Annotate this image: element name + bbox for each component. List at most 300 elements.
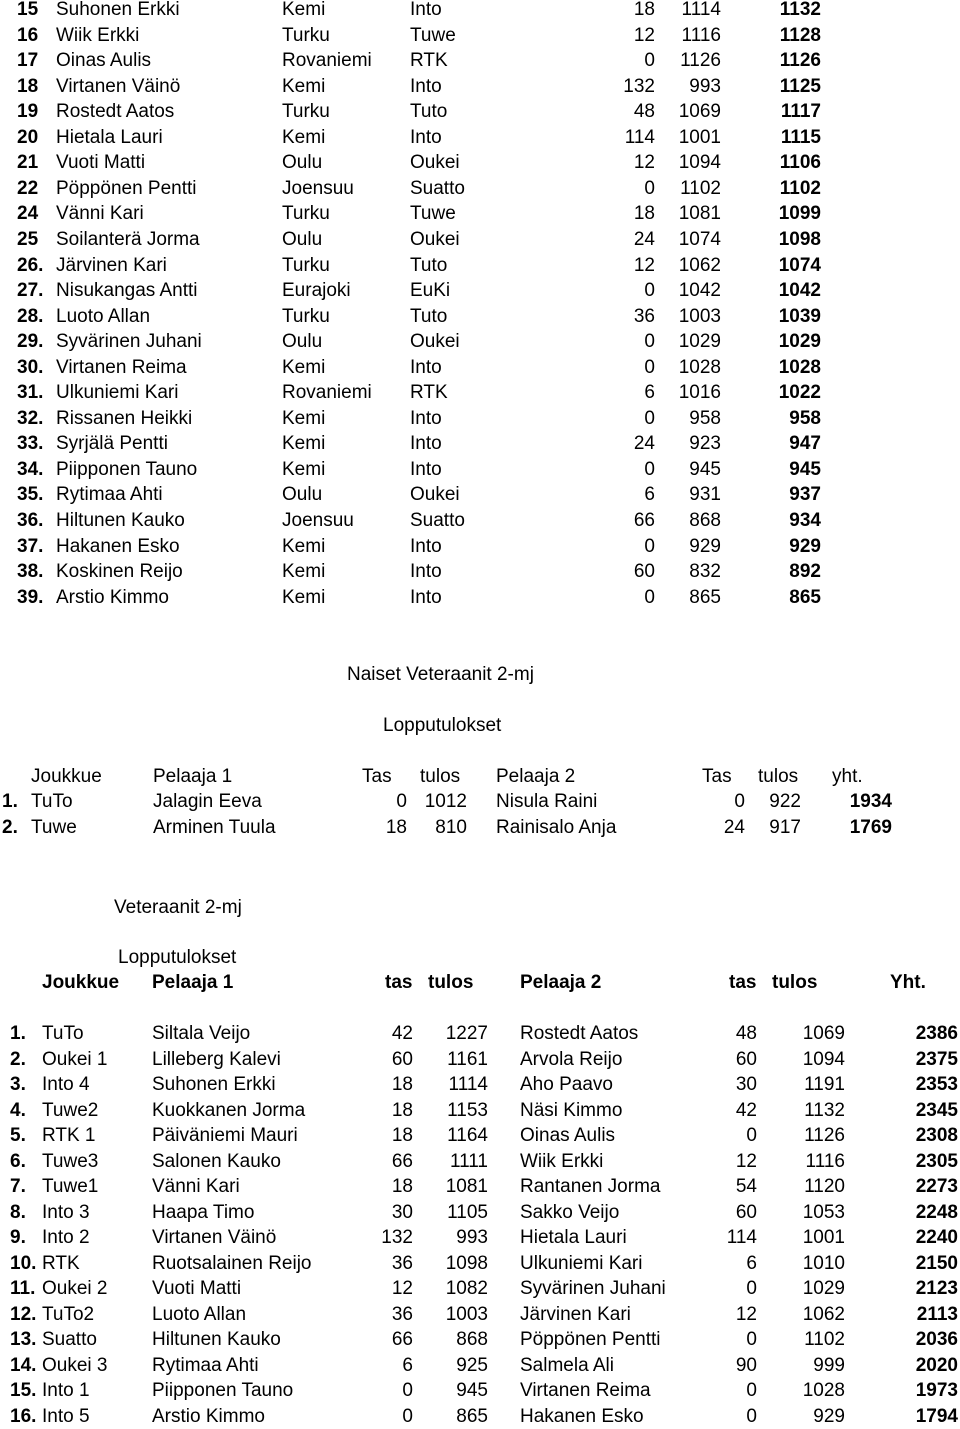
tas-cell: 36 (633, 305, 655, 327)
player2-cell: Oinas Aulis (520, 1125, 616, 1146)
tas-cell: 132 (623, 75, 655, 97)
team-row (0, 1353, 960, 1378)
tulos-cell: 1062 (678, 254, 721, 276)
total-cell: 892 (789, 561, 821, 583)
rank-cell: 10. (10, 1252, 37, 1274)
player-name-cell: Nisukangas Antti (56, 280, 198, 302)
header-tulos1: tulos (420, 766, 461, 787)
rank-cell: 18 (17, 75, 39, 97)
result-row (0, 150, 960, 175)
rank-cell: 19 (17, 101, 39, 123)
tulos-cell: 929 (689, 535, 721, 557)
team-cell: RTK (42, 1252, 80, 1274)
tas-cell: 24 (633, 228, 655, 250)
tas1-cell: 18 (391, 1176, 413, 1197)
result-row (0, 278, 960, 303)
total-cell: 1769 (849, 817, 892, 838)
city-cell: Kemi (282, 561, 326, 583)
result-row (0, 253, 960, 278)
tulos-cell: 1028 (678, 356, 721, 378)
player-name-cell: Virtanen Väinö (56, 75, 181, 97)
tulos1-cell: 1003 (445, 1303, 488, 1325)
tulos2-cell: 929 (813, 1405, 845, 1427)
result-row (0, 125, 960, 150)
total-cell: 1115 (780, 126, 821, 148)
total-cell: 2240 (915, 1227, 958, 1248)
player-name-cell: Syrjälä Pentti (56, 433, 168, 455)
player1-cell: Salonen Kauko (152, 1150, 281, 1172)
rank-cell: 21 (17, 152, 39, 174)
total-cell: 2375 (915, 1048, 958, 1070)
player2-cell: Syvärinen Juhani (520, 1278, 666, 1299)
tulos-cell: 1001 (678, 126, 721, 148)
total-cell: 865 (789, 586, 821, 608)
tulos1-cell: 1081 (445, 1176, 488, 1197)
rank-cell: 16 (17, 24, 39, 46)
result-row (0, 585, 960, 610)
club-cell: Oukei (410, 331, 460, 353)
total-cell: 2248 (915, 1201, 958, 1223)
rank-cell: 27. (17, 280, 44, 302)
rank-cell: 38. (17, 561, 44, 583)
player1-cell: Luoto Allan (152, 1303, 247, 1325)
club-cell: Tuwe (410, 24, 456, 46)
tulos2-cell: 999 (813, 1354, 845, 1376)
team-row (0, 1276, 960, 1301)
women-header-row (0, 764, 960, 789)
result-row (0, 48, 960, 73)
total-cell: 2273 (915, 1176, 958, 1197)
tulos1-cell: 1114 (448, 1074, 488, 1095)
rank-cell: 14. (10, 1354, 37, 1376)
tas2-cell: 60 (735, 1201, 757, 1223)
team-cell: Oukei 3 (42, 1354, 108, 1376)
player-name-cell: Hietala Lauri (56, 126, 163, 148)
tulos2-cell: 1069 (802, 1023, 845, 1044)
club-cell: RTK (410, 50, 448, 72)
total-cell: 2386 (915, 1023, 958, 1044)
tulos2-cell: 1028 (802, 1380, 845, 1401)
result-row (0, 534, 960, 559)
tas2-cell: 0 (746, 1380, 757, 1401)
total-cell: 2353 (915, 1074, 958, 1095)
tas1-cell: 36 (391, 1303, 413, 1325)
total-cell: 929 (789, 535, 821, 557)
total-cell: 1099 (778, 203, 821, 225)
total-cell: 1039 (778, 305, 821, 327)
tulos-cell: 1114 (681, 0, 721, 20)
tulos-cell: 1003 (678, 305, 721, 327)
city-cell: Turku (282, 305, 330, 327)
tulos2-cell: 1191 (804, 1074, 845, 1095)
club-cell: Into (410, 75, 442, 97)
team-row (0, 815, 960, 840)
result-row (0, 201, 960, 226)
rank-cell: 39. (17, 586, 44, 608)
tulos-cell: 923 (689, 433, 721, 455)
player1-cell: Kuokkanen Jorma (152, 1099, 306, 1121)
rank-cell: 11. (10, 1278, 36, 1299)
tulos2-cell: 1102 (804, 1329, 845, 1350)
tas-cell: 0 (644, 586, 655, 608)
tas2-cell: 114 (726, 1227, 757, 1248)
total-cell: 1022 (778, 382, 821, 404)
tas-cell: 0 (644, 407, 655, 429)
tas-cell: 12 (633, 24, 655, 46)
tulos1-cell: 1164 (447, 1125, 488, 1146)
club-cell: Tuto (410, 254, 448, 276)
team-row (0, 1149, 960, 1174)
team-row (0, 1327, 960, 1352)
result-row (0, 227, 960, 252)
team-cell: Oukei 2 (42, 1278, 108, 1299)
tas-cell: 18 (633, 0, 655, 20)
tulos2-cell: 922 (769, 791, 801, 812)
tulos1-cell: 1082 (445, 1278, 488, 1299)
tas2-cell: 0 (734, 791, 745, 812)
player2-cell: Rostedt Aatos (520, 1023, 639, 1044)
club-cell: Into (410, 433, 442, 455)
player1-cell: Arminen Tuula (153, 817, 276, 838)
tulos-cell: 868 (689, 510, 721, 531)
city-cell: Turku (282, 24, 330, 46)
team-cell: Tuwe2 (42, 1099, 99, 1121)
city-cell: Kemi (282, 356, 326, 378)
tulos2-cell: 917 (769, 817, 801, 838)
player1-cell: Virtanen Väinö (152, 1227, 277, 1248)
rank-cell: 13. (10, 1329, 37, 1350)
city-cell: Oulu (282, 484, 323, 506)
club-cell: Suatto (410, 510, 465, 531)
tulos2-cell: 1053 (802, 1201, 845, 1223)
club-cell: EuKi (410, 280, 451, 302)
rank-cell: 2. (2, 817, 18, 838)
rank-cell: 8. (10, 1201, 26, 1223)
player-name-cell: Arstio Kimmo (56, 586, 169, 608)
rank-cell: 20 (17, 126, 39, 148)
tas-cell: 0 (644, 458, 655, 480)
rank-cell: 15 (17, 0, 39, 20)
player1-cell: Lilleberg Kalevi (152, 1048, 281, 1070)
city-cell: Eurajoki (282, 280, 351, 302)
tulos2-cell: 1029 (802, 1278, 845, 1299)
tulos-cell: 1126 (680, 50, 721, 72)
total-cell: 945 (789, 458, 821, 480)
team-cell: Into 3 (42, 1201, 90, 1223)
total-cell: 1128 (779, 24, 821, 46)
tulos-cell: 945 (689, 458, 721, 480)
header-tas2: tas (729, 972, 757, 993)
club-cell: Oukei (410, 152, 460, 174)
result-row (0, 380, 960, 405)
city-cell: Kemi (282, 535, 326, 557)
tas-cell: 66 (633, 510, 655, 531)
city-cell: Oulu (282, 331, 323, 353)
rank-cell: 16. (10, 1405, 37, 1427)
total-cell: 2113 (916, 1303, 958, 1325)
total-cell: 1106 (779, 152, 821, 174)
city-cell: Joensuu (282, 177, 354, 199)
total-cell: 2345 (915, 1099, 958, 1121)
club-cell: Into (410, 407, 442, 429)
tulos2-cell: 1062 (802, 1303, 845, 1325)
result-row (0, 23, 960, 48)
tas2-cell: 12 (735, 1150, 757, 1172)
player2-cell: Virtanen Reima (520, 1380, 651, 1401)
tas1-cell: 36 (391, 1252, 413, 1274)
tulos-cell: 1042 (678, 280, 721, 302)
team-row (0, 1047, 960, 1072)
result-row (0, 74, 960, 99)
tas-cell: 12 (633, 152, 655, 174)
city-cell: Rovaniemi (282, 382, 372, 404)
total-cell: 1125 (779, 75, 821, 97)
city-cell: Kemi (282, 75, 326, 97)
player-name-cell: Soilanterä Jorma (56, 228, 200, 250)
tulos2-cell: 1116 (805, 1150, 845, 1172)
tas1-cell: 66 (391, 1329, 413, 1350)
tas1-cell: 60 (391, 1048, 413, 1070)
player2-cell: Hietala Lauri (520, 1227, 627, 1248)
team-cell: TuTo (42, 1023, 84, 1044)
club-cell: Into (410, 586, 442, 608)
player-name-cell: Wiik Erkki (56, 24, 140, 46)
club-cell: Suatto (410, 177, 465, 199)
total-cell: 2020 (915, 1354, 958, 1376)
team-row (0, 1302, 960, 1327)
tas-cell: 6 (644, 382, 655, 404)
total-cell: 2150 (915, 1252, 958, 1274)
tulos1-cell: 1161 (447, 1048, 488, 1070)
total-cell: 934 (789, 510, 821, 531)
tas2-cell: 0 (746, 1278, 757, 1299)
club-cell: Into (410, 356, 442, 378)
city-cell: Kemi (282, 458, 326, 480)
rank-cell: 35. (17, 484, 44, 506)
tas1-cell: 30 (391, 1201, 413, 1223)
veterans-header-row (0, 970, 960, 995)
tulos-cell: 931 (689, 484, 721, 506)
tulos1-cell: 1153 (447, 1099, 488, 1121)
city-cell: Kemi (282, 0, 326, 20)
tas1-cell: 0 (402, 1380, 413, 1401)
tas1-cell: 18 (391, 1099, 413, 1121)
team-cell: RTK 1 (42, 1125, 96, 1146)
city-cell: Kemi (282, 407, 326, 429)
header-tulos2: tulos (758, 766, 799, 787)
tulos2-cell: 1132 (804, 1099, 845, 1121)
tas2-cell: 30 (735, 1074, 757, 1095)
club-cell: Into (410, 535, 442, 557)
team-cell: TuTo2 (42, 1303, 95, 1325)
tas-cell: 12 (633, 254, 655, 276)
tulos1-cell: 925 (456, 1354, 488, 1376)
total-cell: 2123 (915, 1278, 958, 1299)
total-cell: 937 (789, 484, 821, 506)
rank-cell: 5. (10, 1125, 26, 1146)
rank-cell: 34. (17, 458, 44, 480)
player2-cell: Järvinen Kari (520, 1303, 631, 1325)
club-cell: Into (410, 0, 442, 20)
total-cell: 1934 (849, 791, 892, 812)
tulos-cell: 958 (689, 407, 721, 429)
total-cell: 1042 (778, 280, 821, 302)
rank-cell: 2. (10, 1048, 26, 1070)
rank-cell: 24 (17, 203, 39, 225)
team-row (0, 1378, 960, 1403)
player2-cell: Pöppönen Pentti (520, 1329, 661, 1350)
header-total: Yht. (890, 972, 926, 993)
header-tas2: Tas (702, 766, 732, 787)
rank-cell: 4. (10, 1099, 26, 1121)
club-cell: Tuto (410, 305, 448, 327)
player-name-cell: Hakanen Esko (56, 535, 180, 557)
player-name-cell: Luoto Allan (56, 305, 151, 327)
total-cell: 1794 (915, 1405, 958, 1427)
city-cell: Oulu (282, 152, 323, 174)
city-cell: Joensuu (282, 510, 354, 531)
rank-cell: 9. (10, 1227, 26, 1248)
tulos-cell: 1074 (678, 228, 721, 250)
tulos2-cell: 1126 (804, 1125, 845, 1146)
tas1-cell: 12 (391, 1278, 413, 1299)
tas-cell: 18 (633, 203, 655, 225)
player2-cell: Rainisalo Anja (496, 817, 617, 838)
tulos2-cell: 1094 (802, 1048, 845, 1070)
club-cell: Tuto (410, 101, 448, 123)
team-cell: Into 4 (42, 1074, 90, 1095)
player1-cell: Vänni Kari (152, 1176, 240, 1197)
rank-cell: 32. (17, 407, 44, 429)
team-cell: Into 2 (42, 1227, 90, 1248)
tas2-cell: 54 (735, 1176, 757, 1197)
tulos-cell: 865 (689, 586, 721, 608)
player2-cell: Näsi Kimmo (520, 1099, 623, 1121)
result-row (0, 508, 960, 533)
rank-cell: 29. (17, 331, 44, 353)
club-cell: Tuwe (410, 203, 456, 225)
tas1-cell: 18 (391, 1125, 413, 1146)
total-cell: 1029 (778, 331, 821, 353)
team-row (0, 1021, 960, 1046)
tas2-cell: 12 (735, 1303, 757, 1325)
player2-cell: Hakanen Esko (520, 1405, 644, 1427)
header-tulos1: tulos (428, 972, 474, 993)
city-cell: Rovaniemi (282, 50, 372, 72)
rank-cell: 7. (10, 1176, 26, 1197)
player-name-cell: Vänni Kari (56, 203, 144, 225)
tulos2-cell: 1120 (804, 1176, 845, 1197)
city-cell: Kemi (282, 586, 326, 608)
total-cell: 1102 (779, 177, 821, 199)
tas-cell: 114 (624, 126, 655, 148)
club-cell: Oukei (410, 228, 460, 250)
total-cell: 1973 (915, 1380, 958, 1401)
header-player2: Pelaaja 2 (496, 766, 576, 787)
player1-cell: Piipponen Tauno (152, 1380, 294, 1401)
tulos-cell: 993 (689, 75, 721, 97)
tas-cell: 0 (644, 356, 655, 378)
total-cell: 1132 (779, 0, 821, 20)
team-row (0, 789, 960, 814)
result-row (0, 482, 960, 507)
tas1-cell: 0 (396, 791, 407, 812)
player1-cell: Jalagin Eeva (153, 791, 262, 812)
rank-cell: 25 (17, 228, 39, 250)
tas-cell: 48 (633, 101, 655, 123)
rank-cell: 6. (10, 1150, 26, 1172)
player2-cell: Sakko Veijo (520, 1201, 620, 1223)
player1-cell: Ruotsalainen Reijo (152, 1252, 312, 1274)
club-cell: Into (410, 126, 442, 148)
rank-cell: 37. (17, 535, 44, 557)
rank-cell: 22 (17, 177, 39, 199)
player-name-cell: Rytimaa Ahti (56, 484, 163, 506)
team-cell: Into 1 (42, 1380, 90, 1401)
tulos2-cell: 1010 (802, 1252, 845, 1274)
result-row (0, 559, 960, 584)
tas2-cell: 60 (735, 1048, 757, 1070)
tulos-cell: 832 (689, 561, 721, 583)
women-section-title: Naiset Veteraanit 2-mj (347, 664, 534, 685)
player1-cell: Suhonen Erkki (152, 1074, 276, 1095)
header-player1: Pelaaja 1 (153, 766, 233, 787)
player1-cell: Hiltunen Kauko (152, 1329, 281, 1350)
city-cell: Kemi (282, 433, 326, 455)
total-cell: 958 (789, 407, 821, 429)
result-row (0, 406, 960, 431)
team-cell: Suatto (42, 1329, 97, 1350)
tas-cell: 6 (644, 484, 655, 506)
team-row (0, 1072, 960, 1097)
total-cell: 1126 (779, 50, 821, 72)
player-name-cell: Syvärinen Juhani (56, 331, 202, 353)
result-row (0, 99, 960, 124)
team-row (0, 1098, 960, 1123)
tulos-cell: 1069 (678, 101, 721, 123)
total-cell: 1074 (778, 254, 821, 276)
player2-cell: Salmela Ali (520, 1354, 614, 1376)
tas-cell: 24 (633, 433, 655, 455)
team-row (0, 1174, 960, 1199)
player2-cell: Wiik Erkki (520, 1150, 604, 1172)
result-row (0, 0, 960, 22)
rank-cell: 31. (17, 382, 44, 404)
player1-cell: Haapa Timo (152, 1201, 255, 1223)
tas2-cell: 24 (723, 817, 745, 838)
rank-cell: 1. (2, 791, 18, 812)
header-tulos2: tulos (772, 972, 818, 993)
player1-cell: Päiväniemi Mauri (152, 1125, 298, 1146)
result-row (0, 457, 960, 482)
rank-cell: 28. (17, 305, 44, 327)
tas1-cell: 0 (402, 1405, 413, 1427)
tulos1-cell: 1105 (447, 1201, 488, 1223)
header-tas1: Tas (362, 766, 392, 787)
player-name-cell: Suhonen Erkki (56, 0, 180, 20)
player1-cell: Vuoti Matti (152, 1278, 242, 1299)
player-name-cell: Virtanen Reima (56, 356, 187, 378)
tas-cell: 0 (644, 280, 655, 302)
result-row (0, 329, 960, 354)
tas1-cell: 18 (385, 817, 407, 838)
city-cell: Turku (282, 203, 330, 225)
tulos-cell: 1102 (680, 177, 721, 199)
player2-cell: Nisula Raini (496, 791, 598, 812)
tulos1-cell: 1111 (449, 1150, 488, 1172)
header-team: Joukkue (42, 972, 120, 993)
player2-cell: Ulkuniemi Kari (520, 1252, 643, 1274)
